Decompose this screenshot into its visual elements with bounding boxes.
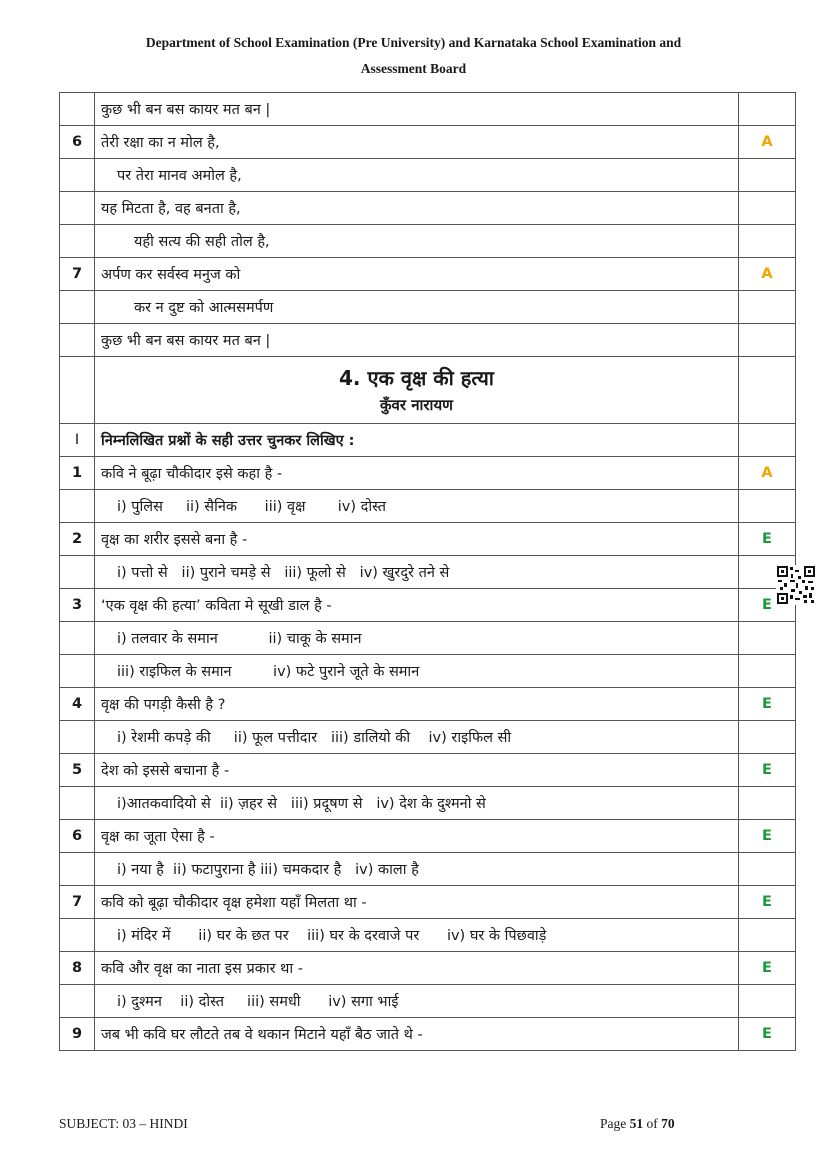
table-row [60, 457, 796, 490]
table-row [60, 754, 796, 787]
row-text: यह मिटता है, वह बनता है, [95, 192, 739, 225]
difficulty-level: E [739, 886, 796, 919]
row-number: 5 [60, 754, 95, 787]
table-row [60, 589, 796, 622]
difficulty-level: E [739, 688, 796, 721]
row-text: i) दुश्मन ii) दोस्त iii) समधी iv) सगा भाई [95, 985, 739, 1018]
table-row [60, 258, 796, 291]
row-text: वृक्ष की पगड़ी कैसी है ? [95, 688, 739, 721]
table-row [60, 490, 796, 523]
chapter-heading-section [60, 357, 796, 457]
row-number [60, 655, 95, 688]
row-number: 6 [60, 126, 95, 159]
row-text: कर न दुष्ट को आत्मसमर्पण [95, 291, 739, 324]
page-of: of [643, 1116, 662, 1131]
row-text: अर्पण कर सर्वस्व मनुज को [95, 258, 739, 291]
difficulty-level: E [739, 589, 796, 622]
qr-code-icon [776, 565, 816, 605]
page-header [0, 30, 827, 82]
difficulty-level: E [739, 754, 796, 787]
row-number: 8 [60, 952, 95, 985]
row-text: यही सत्य की सही तोल है, [95, 225, 739, 258]
question-table [59, 92, 796, 1051]
difficulty-level [739, 985, 796, 1018]
table-row [60, 1018, 796, 1051]
row-text: कवि को बूढ़ा चौकीदार वृक्ष हमेशा यहाँ मिलता था - [95, 886, 739, 919]
table-row [60, 721, 796, 754]
row-number [60, 622, 95, 655]
row-number: 7 [60, 886, 95, 919]
row-text: i) रेशमी कपड़े की ii) फूल पत्तीदार iii) डालियो की iv) राइफिल सी [95, 721, 739, 754]
row-text: पर तेरा मानव अमोल है, [95, 159, 739, 192]
footer-page-number [600, 1116, 675, 1132]
row-number-cell [60, 357, 95, 424]
level-cell [739, 424, 796, 457]
page-prefix: Page [600, 1116, 630, 1131]
row-number [60, 985, 95, 1018]
table-row [60, 688, 796, 721]
chapter-title-row [60, 357, 796, 424]
table-row [60, 985, 796, 1018]
row-text: कुछ भी बन बस कायर मत बन | [95, 93, 739, 126]
row-text: i)आतकवादियो से ii) ज़हर से iii) प्रदूषण से iv) देश के दुश्मनो से [95, 787, 739, 820]
row-number: 1 [60, 457, 95, 490]
question-rows [60, 457, 796, 1051]
difficulty-level [739, 655, 796, 688]
row-number [60, 853, 95, 886]
level-cell [739, 357, 796, 424]
difficulty-level: E [739, 952, 796, 985]
difficulty-level: E [739, 820, 796, 853]
row-number [60, 192, 95, 225]
row-text: वृक्ष का शरीर इससे बना है - [95, 523, 739, 556]
row-number [60, 324, 95, 357]
row-number: 4 [60, 688, 95, 721]
difficulty-level [739, 853, 796, 886]
difficulty-level: A [739, 258, 796, 291]
section-instruction: निम्नलिखित प्रश्नों के सही उत्तर चुनकर लिखिए : [95, 424, 739, 457]
difficulty-level: A [739, 126, 796, 159]
row-number: 7 [60, 258, 95, 291]
row-text: तेरी रक्षा का न मोल है, [95, 126, 739, 159]
row-number [60, 291, 95, 324]
table-row [60, 192, 796, 225]
table-row [60, 225, 796, 258]
page-total: 70 [661, 1116, 675, 1131]
difficulty-level [739, 622, 796, 655]
difficulty-level [739, 919, 796, 952]
table-row [60, 126, 796, 159]
header-line-2: Assessment Board [360, 61, 467, 76]
difficulty-level: E [739, 523, 796, 556]
table-row [60, 820, 796, 853]
table-row [60, 787, 796, 820]
section-number: I [60, 424, 95, 457]
row-number [60, 721, 95, 754]
table-row [60, 324, 796, 357]
difficulty-level [739, 291, 796, 324]
difficulty-level [739, 192, 796, 225]
difficulty-level: E [739, 1018, 796, 1051]
row-text: i) पत्तो से ii) पुराने चमड़े से iii) फूलो से iv) खुरदुरे तने से [95, 556, 739, 589]
footer-subject: SUBJECT: 03 – HINDI [59, 1116, 188, 1131]
row-number [60, 787, 95, 820]
row-number [60, 919, 95, 952]
difficulty-level [739, 721, 796, 754]
row-number [60, 159, 95, 192]
row-text: कवि और वृक्ष का नाता इस प्रकार था - [95, 952, 739, 985]
table-row [60, 952, 796, 985]
table-row [60, 523, 796, 556]
chapter-heading-cell [95, 357, 739, 424]
difficulty-level [739, 225, 796, 258]
row-number: 6 [60, 820, 95, 853]
table-row [60, 159, 796, 192]
row-text: वृक्ष का जूता ऐसा है - [95, 820, 739, 853]
difficulty-level: A [739, 457, 796, 490]
row-number [60, 225, 95, 258]
row-text: i) पुलिस ii) सैनिक iii) वृक्ष iv) दोस्त [95, 490, 739, 523]
difficulty-level [739, 490, 796, 523]
row-text: iii) राइफिल के समान iv) फटे पुराने जूते के समान [95, 655, 739, 688]
row-number: 2 [60, 523, 95, 556]
row-number [60, 556, 95, 589]
table-row [60, 886, 796, 919]
row-text: कुछ भी बन बस कायर मत बन | [95, 324, 739, 357]
row-number: 3 [60, 589, 95, 622]
difficulty-level [739, 93, 796, 126]
table-row [60, 291, 796, 324]
chapter-author: कुँवर नारायण [380, 396, 453, 414]
row-text: i) मंदिर में ii) घर के छत पर iii) घर के दरवाजे पर iv) घर के पिछवाड़े [95, 919, 739, 952]
row-number: 9 [60, 1018, 95, 1051]
poem-rows [60, 93, 796, 357]
row-number [60, 93, 95, 126]
chapter-title: 4. एक वृक्ष की हत्या [339, 366, 494, 390]
row-text: i) तलवार के समान ii) चाकू के समान [95, 622, 739, 655]
row-text: कवि ने बूढ़ा चौकीदार इसे कहा है - [95, 457, 739, 490]
difficulty-level [739, 159, 796, 192]
difficulty-level [739, 787, 796, 820]
row-text: जब भी कवि घर लौटते तब वे थकान मिटाने यहाँ बैठ जाते थे - [95, 1018, 739, 1051]
table-row [60, 93, 796, 126]
table-row [60, 655, 796, 688]
table-row [60, 622, 796, 655]
row-number [60, 490, 95, 523]
row-text: i) नया है ii) फटापुराना है iii) चमकदार है iv) काला है [95, 853, 739, 886]
table-row [60, 919, 796, 952]
difficulty-level [739, 324, 796, 357]
section-row [60, 424, 796, 457]
header-line-1: Department of School Examination (Pre University) and Karnataka School Examination and [145, 35, 682, 50]
table-row [60, 556, 796, 589]
row-text: देश को इससे बचाना है - [95, 754, 739, 787]
table-row [60, 853, 796, 886]
page-current: 51 [629, 1116, 644, 1131]
row-text: ‘एक वृक्ष की हत्या’ कविता मे सूखी डाल है - [95, 589, 739, 622]
